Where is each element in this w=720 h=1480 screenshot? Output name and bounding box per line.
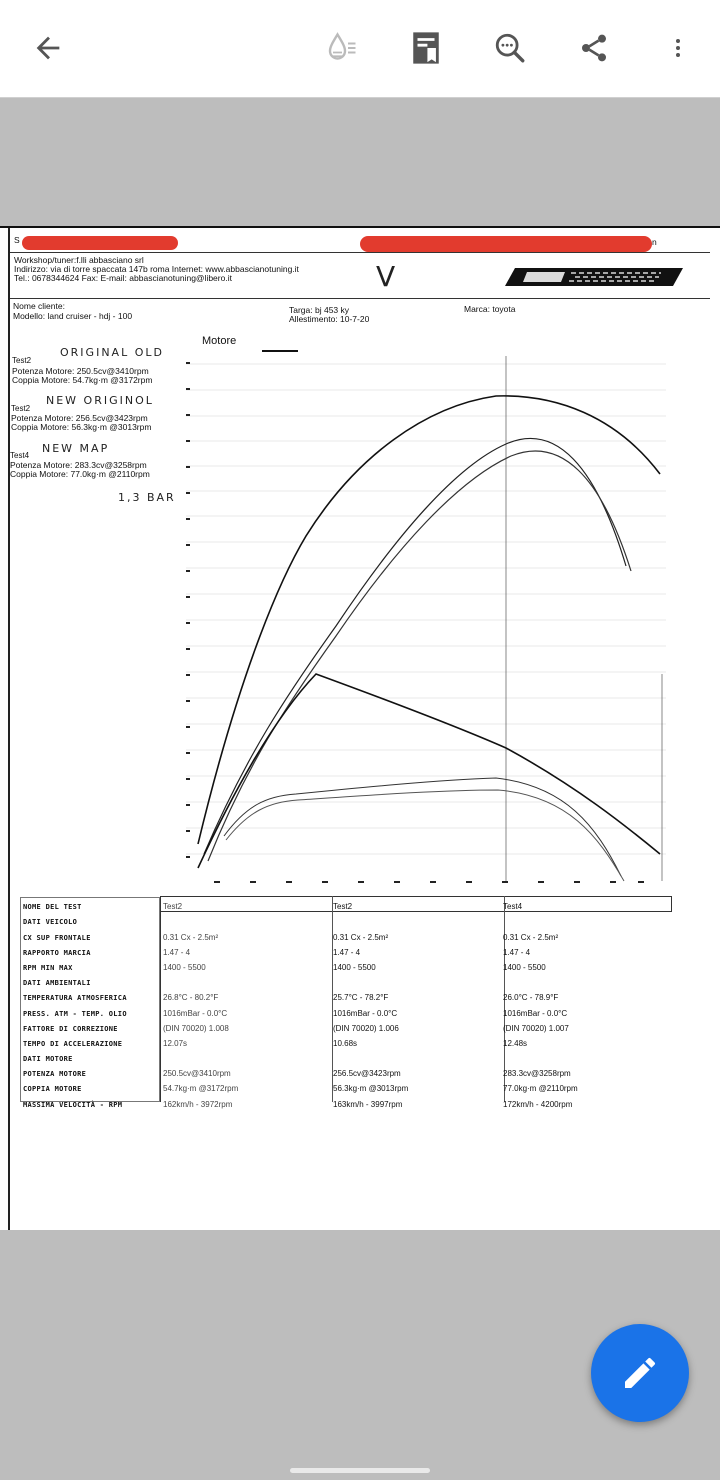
cell: (DIN 70020) 1.007: [503, 1023, 569, 1033]
cell: 0.31 Cx - 2.5m²: [163, 932, 219, 942]
test-name: Test2: [12, 356, 32, 365]
table-row: [20, 957, 670, 972]
dyno-chart: [176, 356, 676, 896]
bookmark-document-icon: [411, 31, 441, 65]
document-page[interactable]: [0, 226, 720, 1230]
gesture-handle: [290, 1468, 430, 1473]
cell: 12.07s: [163, 1038, 188, 1048]
cell: 26.0°C - 78.9°F: [503, 993, 559, 1003]
cell: 0.31 Cx - 2.5m²: [333, 932, 389, 942]
share-icon: [578, 32, 610, 64]
test-power: Potenza Motore: 256.5cv@3423rpm: [11, 413, 148, 423]
back-button[interactable]: [22, 22, 74, 74]
table-row: [20, 1048, 670, 1063]
cell: 54.7kg·m @3172rpm: [163, 1084, 239, 1094]
cell: [330, 972, 500, 987]
cell: 1.47 - 4: [503, 947, 531, 957]
cell: Test2: [333, 902, 353, 912]
arrow-left-icon: [31, 31, 65, 65]
cell: (DIN 70020) 1.006: [333, 1023, 399, 1033]
legend-title: Motore: [202, 335, 237, 347]
cell: 1016mBar - 0.0°C: [163, 1008, 228, 1018]
cell: 163km/h - 3997rpm: [333, 1099, 403, 1109]
torque-curve-original-old: [226, 790, 624, 881]
cell: (DIN 70020) 1.008: [163, 1023, 229, 1033]
redaction-mark: [360, 236, 652, 252]
more-vert-icon: [666, 32, 690, 64]
cell: 1.47 - 4: [163, 947, 191, 957]
handwritten-note: NEW ORIGINOL: [46, 394, 154, 407]
find-in-page-icon: [493, 31, 527, 65]
table-row: [20, 1002, 670, 1017]
pencil-icon: [620, 1353, 660, 1393]
test-power: Potenza Motore: 250.5cv@3410rpm: [12, 366, 149, 376]
divider: [10, 252, 710, 253]
cell: Test4: [503, 902, 523, 912]
cell: 56.3kg·m @3013rpm: [333, 1084, 409, 1094]
row-label: DATI VEICOLO: [23, 918, 78, 927]
row-label: TEMPO DI ACCELERAZIONE: [23, 1039, 123, 1048]
model-text: Modello: land cruiser - hdj - 100: [13, 311, 133, 321]
row-label: RAPPORTO MARCIA: [23, 948, 91, 957]
power-curve-original-old: [208, 451, 631, 861]
cell: [330, 1048, 500, 1063]
results-table: [20, 896, 670, 1109]
legend-line: [262, 350, 298, 352]
test-name: Test4: [10, 451, 30, 460]
cell: [500, 1048, 670, 1063]
cell: 250.5cv@3410rpm: [163, 1069, 231, 1079]
phone-text: Tel.: 0678344624 Fax: E-mail: abbascianotuning@libero.it: [14, 273, 232, 283]
cell: [160, 911, 330, 926]
test-name: Test2: [11, 404, 31, 413]
table-row: [20, 972, 670, 987]
handwritten-boost: 1,3 BAR: [118, 491, 176, 504]
header-line-start: S: [14, 235, 20, 245]
handwritten-note: NEW MAP: [42, 442, 110, 455]
cell: 256.5cv@3423rpm: [333, 1069, 401, 1079]
table-row: [20, 896, 670, 911]
cell: [500, 972, 670, 987]
row-label: PRESS. ATM - TEMP. OLIO: [23, 1009, 127, 1018]
cell: 1016mBar - 0.0°C: [503, 1008, 568, 1018]
tuner-logo: [505, 266, 683, 288]
row-label: CX SUP FRONTALE: [23, 933, 91, 942]
chart-gridlines: [186, 364, 666, 854]
search-button[interactable]: [484, 22, 536, 74]
ink-drop-icon: [324, 30, 360, 66]
setup-text: Allestimento: 10-7-20: [289, 314, 370, 324]
redaction-mark: [22, 236, 178, 250]
share-button[interactable]: [568, 22, 620, 74]
cell: Test2: [163, 902, 183, 912]
table-row: [20, 926, 670, 941]
cell: 162km/h - 3972rpm: [163, 1099, 233, 1109]
top-app-bar: [0, 0, 720, 98]
test-torque: Coppia Motore: 54.7kg·m @3172rpm: [12, 375, 153, 385]
table-row: [20, 911, 670, 926]
divider: [10, 298, 710, 299]
more-options-button[interactable]: [652, 22, 704, 74]
test-torque: Coppia Motore: 77.0kg·m @2110rpm: [10, 469, 150, 479]
cell: 1400 - 5500: [163, 962, 206, 972]
axis-ticks: [186, 362, 644, 883]
table-row: [20, 987, 670, 1002]
cell: [160, 1048, 330, 1063]
workshop-text: Workshop/tuner:f.lli abbasciano srl: [14, 255, 144, 265]
reading-mode-button[interactable]: [316, 22, 368, 74]
address-text: Indirizzo: via di torre spaccata 147b roma Internet: www.abbascianotuning.it: [14, 264, 299, 274]
cell: 1400 - 5500: [503, 962, 546, 972]
cell: 26.8°C - 80.2°F: [163, 993, 219, 1003]
cell: [330, 911, 500, 926]
cell: [500, 911, 670, 926]
cell: 10.68s: [333, 1038, 358, 1048]
row-label: NOME DEL TEST: [23, 903, 82, 912]
table-row: [20, 1093, 670, 1108]
table-row: [20, 942, 670, 957]
cell: 0.31 Cx - 2.5m²: [503, 932, 559, 942]
row-label: COPPIA MOTORE: [23, 1085, 82, 1094]
cell: 25.7°C - 78.2°F: [333, 993, 389, 1003]
cell: 1016mBar - 0.0°C: [333, 1008, 398, 1018]
header-line-end: n: [652, 237, 657, 247]
bookmark-button[interactable]: [400, 22, 452, 74]
cell: 1400 - 5500: [333, 962, 376, 972]
edit-fab-button[interactable]: [591, 1324, 689, 1422]
table-row: [20, 1018, 670, 1033]
table-row: [20, 1033, 670, 1048]
row-label: DATI MOTORE: [23, 1055, 73, 1064]
cell: 172km/h - 4200rpm: [503, 1099, 573, 1109]
row-label: DATI AMBIENTALI: [23, 979, 91, 988]
torque-curve-new-map: [198, 674, 660, 868]
test-torque: Coppia Motore: 56.3kg·m @3013rpm: [11, 422, 152, 432]
client-label: Nome cliente:: [13, 301, 65, 311]
table-row: [20, 1078, 670, 1093]
row-label: FATTORE DI CORREZIONE: [23, 1024, 118, 1033]
cell: [160, 972, 330, 987]
cell: 1.47 - 4: [333, 947, 361, 957]
handwritten-note: ORIGINAL OLD: [60, 346, 164, 359]
brand-text: Marca: toyota: [464, 304, 516, 314]
test-power: Potenza Motore: 283.3cv@3258rpm: [10, 460, 147, 470]
row-label: RPM MIN MAX: [23, 963, 73, 972]
table-row: [20, 1063, 670, 1078]
cell: 283.3cv@3258rpm: [503, 1069, 571, 1079]
row-label: TEMPERATURA ATMOSFERICA: [23, 994, 127, 1003]
cell: 77.0kg·m @2110rpm: [503, 1084, 578, 1094]
cell: 12.48s: [503, 1038, 528, 1048]
plate-text: Targa: bj 453 ky: [289, 305, 350, 315]
row-label: MASSIMA VELOCITÀ - RPM: [23, 1100, 123, 1109]
handwritten-v: V: [376, 260, 396, 293]
row-label: POTENZA MOTORE: [23, 1070, 87, 1079]
page-edge: [0, 228, 10, 1230]
